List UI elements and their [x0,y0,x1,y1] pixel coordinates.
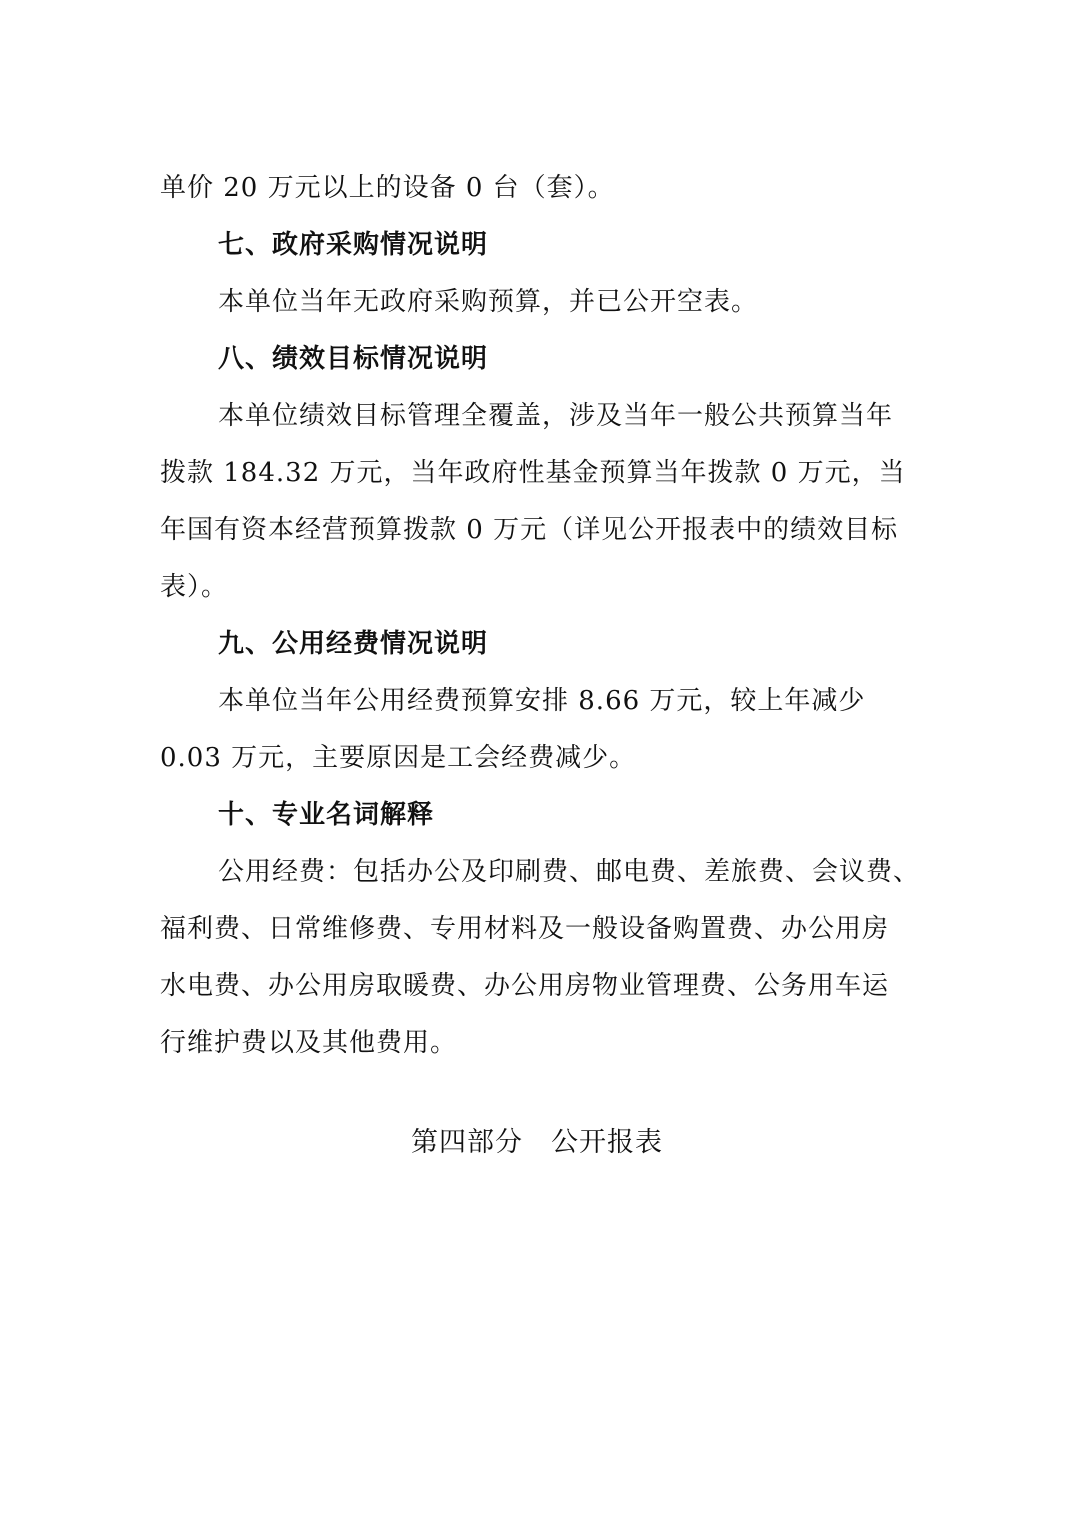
paragraph-line: 公用经费：包括办公及印刷费、邮电费、差旅费、会议费、 [218,857,921,887]
paragraph-line: 0.03 万元，主要原因是工会经费减少。 [160,743,637,773]
section-heading-performance-targets: 八、绩效目标情况说明 [218,344,489,374]
section-heading-government-procurement: 七、政府采购情况说明 [218,230,489,260]
part-title: 第四部分 公开报表 [411,1127,663,1158]
paragraph-line: 表）。 [160,572,229,602]
paragraph-line: 福利费、日常维修费、专用材料及一般设备购置费、办公用房 [160,914,890,944]
paragraph-line: 年国有资本经营预算拨款 0 万元（详见公开报表中的绩效目标 [160,515,899,545]
body-text [160,160,926,1072]
paragraph-line: 本单位当年无政府采购预算，并已公开空表。 [218,287,759,317]
paragraph-line: 本单位绩效目标管理全覆盖，涉及当年一般公共预算当年 [218,401,894,431]
paragraph-line: 单价 20 万元以上的设备 0 台（套）。 [160,173,615,203]
paragraph-line: 行维护费以及其他费用。 [160,1028,458,1058]
section-heading-glossary: 十、专业名词解释 [218,800,435,830]
paragraph-line: 水电费、办公用房取暖费、办公用房物业管理费、公务用车运 [160,971,890,1001]
paragraph-line: 拨款 184.32 万元，当年政府性基金预算当年拨款 0 万元，当 [160,458,906,488]
paragraph-line: 本单位当年公用经费预算安排 8.66 万元，较上年减少 [218,686,866,716]
section-heading-public-expenses: 九、公用经费情况说明 [218,629,489,659]
